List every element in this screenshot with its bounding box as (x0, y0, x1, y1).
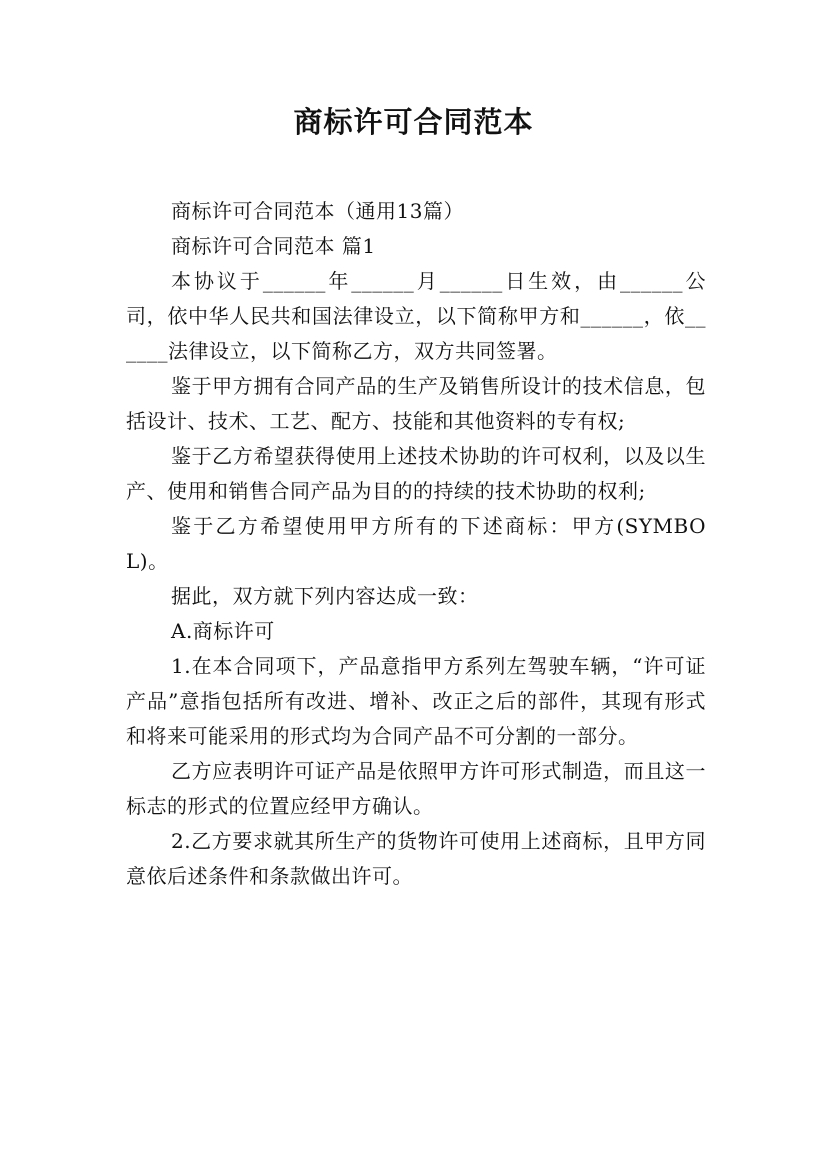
body-paragraph: 乙方应表明许可证产品是依照甲方许可形式制造，而且这一标志的形式的位置应经甲方确认。 (126, 759, 706, 818)
clause-heading: A.商标许可 (171, 619, 275, 643)
body-paragraph: 鉴于甲方拥有合同产品的生产及销售所设计的技术信息，包括设计、技术、工艺、配方、技能和其他资料的专有权; (126, 374, 706, 433)
document-body (126, 194, 706, 894)
body-paragraph: 本协议于______年______月______日生效，由______公司，依中华人民共和国法律设立，以下简称甲方和______，依______法律设立，以下简称乙方，双方共同签署。 (126, 269, 706, 363)
body-paragraph: 据此，双方就下列内容达成一致： (171, 584, 479, 608)
subtitle-paragraph: 商标许可合同范本（通用13篇） (171, 199, 464, 223)
section-heading: 商标许可合同范本 篇1 (171, 234, 376, 258)
body-paragraph: 2.乙方要求就其所生产的货物许可使用上述商标，且甲方同意依后述条件和条款做出许可。 (126, 829, 706, 888)
body-paragraph: 1.在本合同项下，产品意指甲方系列左驾驶车辆，“许可证产品”意指包括所有改进、增补、改正之后的部件，其现有形式和将来可能采用的形式均为合同产品不可分割的一部分。 (126, 654, 706, 748)
body-paragraph: 鉴于乙方希望获得使用上述技术协助的许可权利，以及以生产、使用和销售合同产品为目的的持续的技术协助的权利; (126, 444, 706, 503)
body-paragraph: 鉴于乙方希望使用甲方所有的下述商标：甲方(SYMBOL)。 (126, 514, 706, 573)
document-title: 商标许可合同范本 (293, 105, 534, 139)
